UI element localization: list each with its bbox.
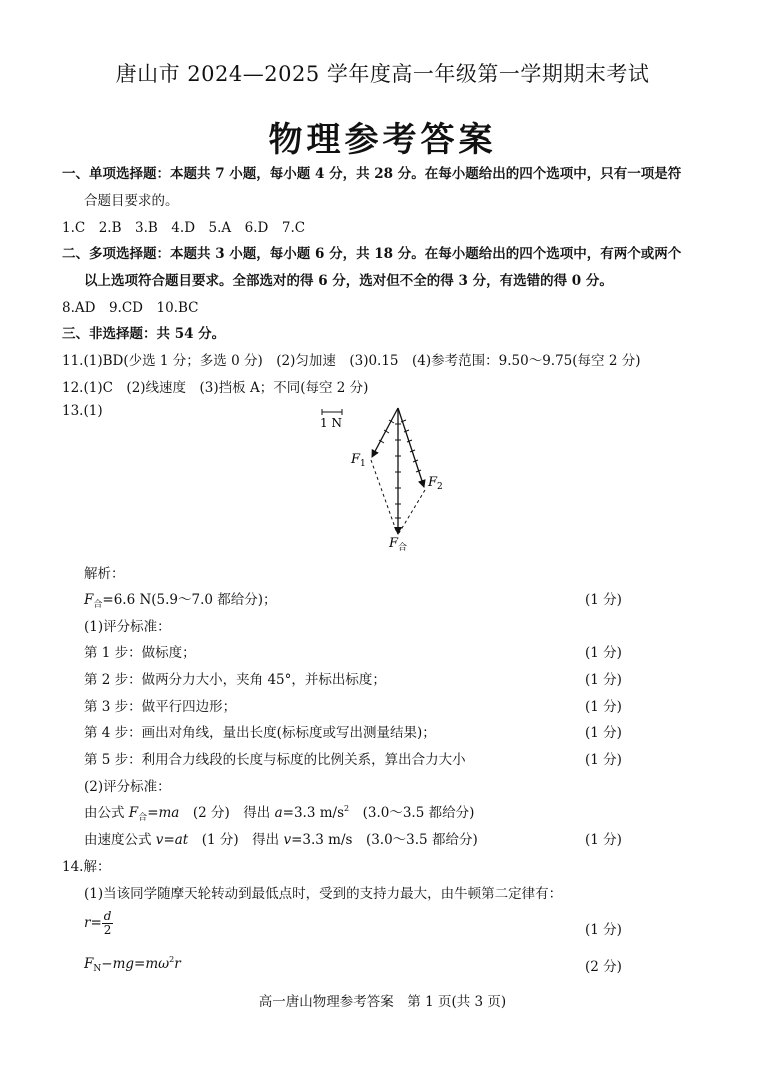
- document-title: 物理参考答案: [268, 120, 497, 160]
- resultant-label: $F_合$: [389, 536, 408, 553]
- step-4: 第 4 步：画出对角线，量出长度(标标度或写出测量结果)；: [84, 725, 436, 741]
- formula-velocity-score: (1 分): [585, 832, 622, 848]
- section3-heading: 三、非选择题：: [62, 326, 157, 342]
- section1-desc: 本题共 7 小题，每小题 4 分，共 28 分。在每小题给出的四个选项中，只有一项是符: [170, 166, 682, 182]
- step-1-score: (1 分): [585, 645, 622, 661]
- formula-velocity-line: 由速度公式 v=at (1 分) 得出 v=3.3 m/s (3.0～3.5 都给分): [84, 832, 478, 848]
- section2-line1: [62, 242, 681, 262]
- section1-line1: [62, 162, 681, 182]
- f2-label: $F_2$: [428, 475, 443, 492]
- section3-desc: 共 54 分。: [156, 326, 226, 342]
- q13-label: 13.(1): [62, 403, 103, 419]
- step-4-score: (1 分): [585, 725, 622, 741]
- section2-desc2: 以上选项符合题目要求。全部选对的得 6 分，选对但不全的得 3 分，有选错的得 0 分。: [84, 273, 613, 289]
- scale-bar: [322, 409, 342, 415]
- force-parallelogram-diagram: [300, 400, 470, 555]
- step-3: 第 3 步：做平行四边形；: [84, 699, 237, 715]
- formula-newton-line: 由公式 $F_合=ma$ (2 分) 得出 a=3.3 $m/s^2$ (3.0～3.5 都给分): [84, 804, 475, 823]
- q11-answer: 11.(1)BD(少选 1 分；多选 0 分) (2)匀加速 (3)0.15 (4)参考范围：9.50～9.75(每空 2 分): [62, 353, 641, 369]
- section2-desc: 本题共 3 小题，每小题 6 分，共 18 分。在每小题给出的四个选项中，有两个或两个: [170, 246, 682, 262]
- criteria1-label: (1)评分标准：: [84, 619, 171, 635]
- q13-resultant-line: $F_合=6.6$ N(5.9～7.0 都给分)；: [84, 592, 277, 610]
- newton-formula: $F_N-mg=m\omega^2r$: [84, 955, 181, 974]
- scale-label: 1 N: [320, 416, 342, 430]
- q12-answer: 12.(1)C (2)线速度 (3)挡板 A；不同(每空 2 分): [62, 380, 369, 396]
- f1-label: $F_1$: [351, 452, 366, 469]
- step-5-score: (1 分): [585, 752, 622, 768]
- section1-heading: 一、单项选择题：: [62, 166, 170, 182]
- q14-label: 14.解：: [62, 859, 111, 875]
- page-footer: 高一唐山物理参考答案 第 1 页(共 3 页): [258, 994, 507, 1010]
- step-2: 第 2 步：做两分力大小，夹角 45°，并标出标度；: [84, 672, 386, 688]
- q13-resultant-score: (1 分): [585, 592, 622, 608]
- radius-formula: r= $\frac{d}{2}$: [84, 909, 112, 937]
- dashed-side-right: [399, 490, 425, 533]
- step-2-score: (1 分): [585, 672, 622, 688]
- section1-answers: 1.C 2.B 3.B 4.D 5.A 6.D 7.C: [62, 220, 306, 236]
- section2-answers: 8.AD 9.CD 10.BC: [62, 300, 199, 316]
- step-3-score: (1 分): [585, 699, 622, 715]
- dashed-side-left: [371, 460, 397, 533]
- radius-score: (1 分): [585, 922, 622, 938]
- jiexi-label: 解析：: [84, 566, 125, 582]
- step-5: 第 5 步：利用合力线段的长度与标度的比例关系，算出合力大小: [84, 752, 466, 768]
- newton-formula-score: (2 分): [585, 959, 622, 975]
- exam-title: 唐山市 2024—2025 学年度高一年级第一学期期末考试: [115, 62, 650, 86]
- section3-line1: [62, 322, 225, 342]
- section1-desc2: 合题目要求的。: [84, 193, 179, 209]
- q14-part1: (1)当该同学随摩天轮转动到最低点时，受到的支持力最大，由牛顿第二定律有：: [84, 886, 563, 902]
- criteria2-label: (2)评分标准：: [84, 779, 171, 795]
- step-1: 第 1 步：做标度；: [84, 645, 196, 661]
- section2-heading: 二、多项选择题：: [62, 246, 170, 262]
- f1-arrow: [372, 408, 398, 457]
- radius-fraction: $\frac{d}{2}$: [103, 909, 112, 937]
- f2-arrow: [398, 408, 424, 487]
- tick-marks: [379, 420, 421, 518]
